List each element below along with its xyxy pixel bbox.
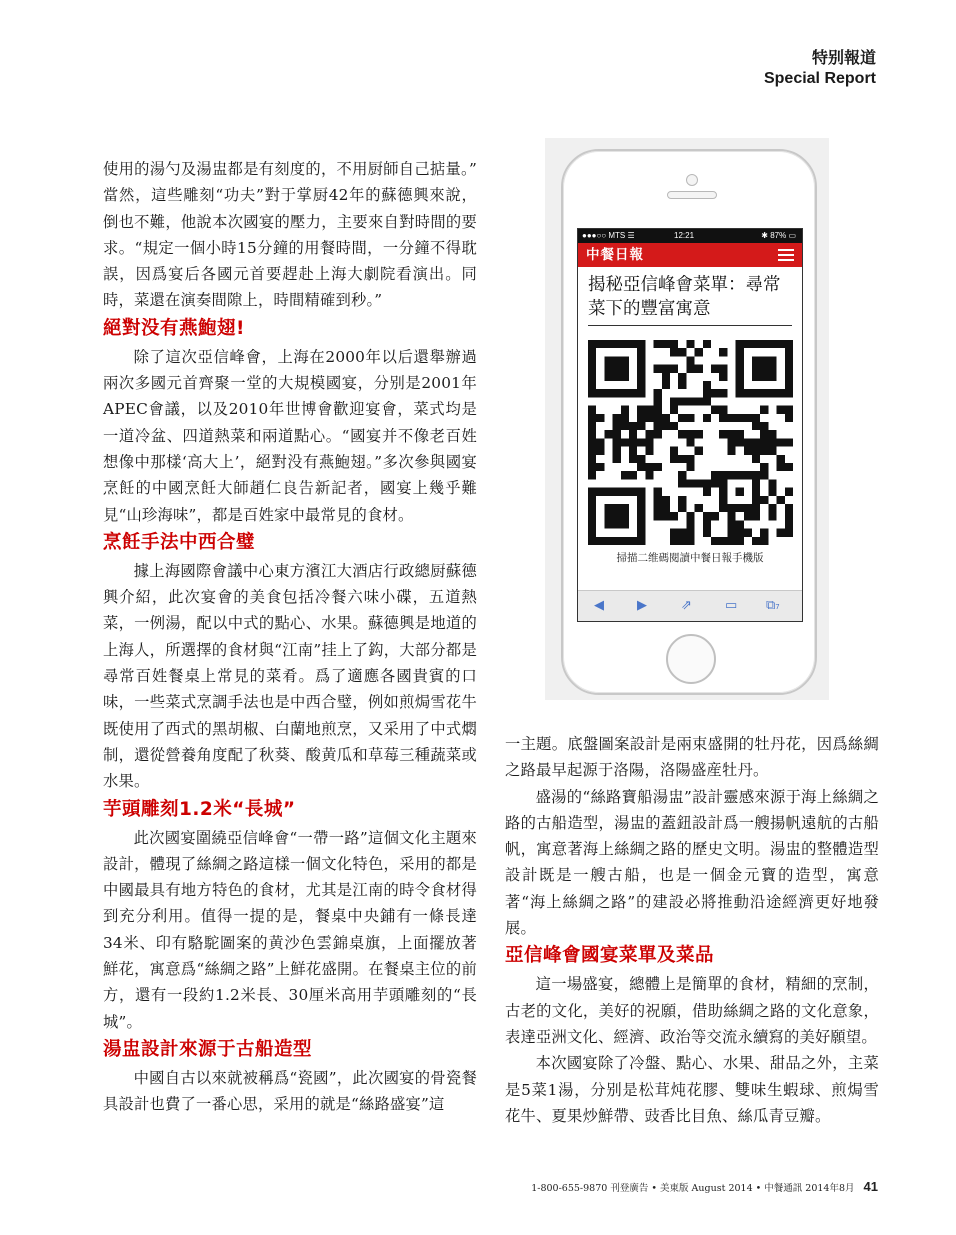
section-heading: 湯盅設計來源于古船造型 [103, 1038, 313, 1060]
scan-caption: 掃描二维碼閱讀中餐日報手機版 [616, 552, 764, 564]
section-heading: 芋頭雕刻1.2米“長城” [103, 798, 296, 820]
body-paragraph: 這一場盛宴，總體上是簡單的食材，精細的烹制，古老的文化，美好的祝願，借助絲綢之路的文化意象，表達亞洲文化、經濟、政治等交流永續寫的美好願望。 [505, 975, 879, 1046]
app-bar [578, 243, 802, 267]
phone-screen [577, 228, 803, 622]
body-paragraph: 使用的湯勺及湯盅都是有刻度的，不用厨師自己掂量。” 當然，這些雕刻“功夫”對于掌厨42年的蘇德興來說，倒也不難，他說本次國宴的壓力，主要來自對時間的要求。“規定一個小時15分鐘的用餐時間，一分鐘不得耽誤，因爲宴后各國元首要趕赴上海大劇院看演出。同時，菜還在演奏間隙上，時間精確到秒。” [103, 160, 477, 310]
tabs-count: 7 [775, 603, 780, 611]
body-paragraph: 本次國宴除了冷盤、點心、水果、甜品之外，主菜是5菜1湯，分别是松茸炖花膠、雙味生蝦球、煎焗雪花牛、夏果炒鮮帶、豉香比目魚、絲瓜青豆瓣。 [505, 1054, 879, 1125]
section-heading: 烹飪手法中西合璧 [103, 531, 256, 553]
body-paragraph: 此次國宴圍繞亞信峰會“一帶一路”這個文化主題來設計，體現了絲綢之路這樣一個文化特色，采用的都是中國最具有地方特色的食材，尤其是江南的時令食材得到充分利用。值得一提的是，餐桌中央鋪有一條長達34米、印有駱駝圖案的黄沙色雲錦桌旗，上面擺放著鮮花，寓意爲“絲綢之路”上鮮花盛開。在餐桌主位的前方，還有一段約1.2米長、30厘米高用芋頭雕刻的“長城”。 [103, 828, 477, 1031]
phone-camera [686, 174, 698, 186]
phone-illustration [545, 138, 829, 700]
body-paragraph: 據上海國際會議中心東方濱江大酒店行政總厨蘇德興介紹，此次宴會的美食包括冷餐六味小碟，五道熱菜，一例湯，配以中式的點心、水果。蘇德興是地道的上海人，所選擇的食材與“江南”挂上了鈎，大部分都是尋常百姓餐桌上常見的菜肴。爲了適應各國貴賓的口味，一些菜式烹調手法也是中西合璧，例如煎焗雪花牛既使用了西式的黑胡椒、白蘭地煎烹，又采用了中式燜制，還從營養角度配了秋葵、酸黄瓜和草莓三種蔬菜或水果。 [103, 561, 477, 791]
status-bar [578, 229, 802, 243]
footer-phone: 1-800-655-9870 [531, 1183, 608, 1194]
section-title-en: Special Report [763, 70, 876, 87]
share-icon[interactable]: ⇗ [681, 598, 692, 613]
tabs-icon[interactable]: ⧉7 [766, 598, 780, 613]
battery-indicator: ✱ 87% ▭ [761, 231, 796, 240]
phone-body [561, 149, 817, 695]
footer-issue: August 2014 • 中餐通訊 2014年8月 [691, 1183, 855, 1194]
screen-headline: 揭秘亞信峰會菜單：尋常菜下的豐富寓意 [588, 273, 792, 326]
section-heading: 亞信峰會國宴菜單及菜品 [505, 945, 715, 967]
phone-speaker [667, 191, 717, 199]
menu-icon[interactable] [778, 249, 794, 261]
section-header [764, 48, 876, 90]
article-right-column [505, 731, 879, 1129]
body-paragraph: 盛湯的“絲路寶船湯盅”設計靈感來源于海上絲綢之路的古船造型，湯盅的蓋鈕設計爲一艘揚帆遠航的古船帆，寓意著海上絲綢之路的歷史文明。湯盅的整體造型設計既是一艘古船，也是一個金元寶的造型，寓意著“海上絲綢之路”的建設必將推動沿途經濟更好地發展。 [505, 787, 879, 938]
section-heading: 絕對没有燕鮑翅! [103, 317, 245, 339]
bookmarks-icon[interactable]: ▭ [725, 598, 738, 613]
carrier-signal: ●●●○○ MTS ☰ [582, 231, 635, 240]
forward-arrow-icon[interactable]: ▶ [637, 598, 647, 613]
status-time: 12:21 [674, 231, 695, 240]
body-paragraph: 中國自古以來就被稱爲“瓷國”，此次國宴的骨瓷餐具設計也費了一番心思，采用的就是“絲路盛宴”這 [103, 1068, 477, 1114]
phone-home-button [666, 634, 716, 684]
section-title-zh: 特别報道 [811, 48, 876, 67]
qr-code [588, 340, 793, 545]
browser-toolbar [578, 590, 802, 621]
article-left-column [103, 156, 477, 1118]
footer-ad-text: 刊登廣告 • 美東版 [610, 1183, 689, 1194]
body-paragraph: 一主題。底盤圖案設計是兩束盛開的牡丹花，因爲絲綢之路最早起源于洛陽，洛陽盛産牡丹。 [505, 735, 879, 780]
page-number: 41 [863, 1179, 878, 1194]
back-arrow-icon[interactable]: ◀ [594, 598, 604, 613]
page-footer [478, 1180, 878, 1196]
app-logo: 中餐日報 [586, 247, 644, 263]
body-paragraph: 除了這次亞信峰會，上海在2000年以后還舉辦過兩次多國元首齊聚一堂的大規模國宴，分别是2001年APEC會議，以及2010年世博會歡迎宴會，菜式均是一道冷盆、四道熱菜和兩道點心。“國宴并不像老百姓想像中那樣‘高大上’，絕對没有燕鮑翅。”多次參與國宴烹飪的中國烹飪大師趙仁良告新記者，國宴上幾乎難見“山珍海味”，都是百姓家中最常見的食材。 [103, 347, 477, 524]
